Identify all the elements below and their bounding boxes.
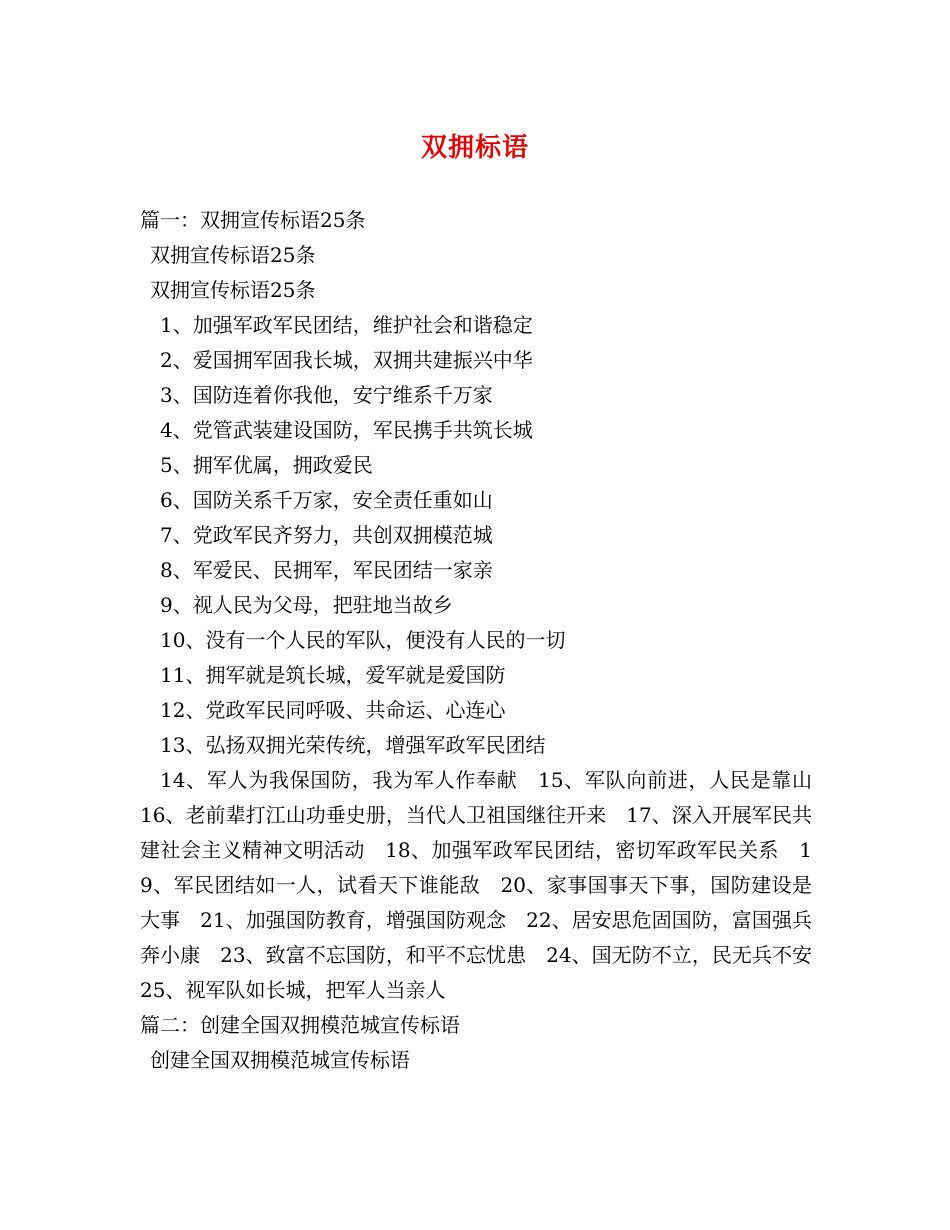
slogan-item: 4、党管武装建设国防，军民携手共筑长城 xyxy=(160,418,533,442)
slogan-item: 2、爱国拥军固我长城，双拥共建振兴中华 xyxy=(160,348,533,372)
slogan-item: 9、视人民为父母，把驻地当故乡 xyxy=(160,593,453,617)
slogan-item: 7、党政军民齐努力，共创双拥模范城 xyxy=(160,523,493,547)
document-title: 双拥标语 xyxy=(420,133,529,163)
slogan-item: 13、弘扬双拥光荣传统，增强军政军民团结 xyxy=(160,733,546,757)
section1-subheading: 双拥宣传标语25条 xyxy=(150,243,316,267)
section1-heading: 篇一：双拥宣传标语25条 xyxy=(140,208,366,232)
slogan-item: 12、党政军民同呼吸、共命运、心连心 xyxy=(160,698,506,722)
slogan-item: 5、拥军优属，拥政爱民 xyxy=(160,453,373,477)
document-body xyxy=(140,203,832,1078)
slogan-item: 11、拥军就是筑长城，爱军就是爱国防 xyxy=(160,663,506,687)
section2-heading: 篇二：创建全国双拥模范城宣传标语 xyxy=(140,1013,460,1037)
slogans-paragraph: 14、军人为我保国防，我为军人作奉献 15、军队向前进，人民是靠山 16、老前辈打江山功垂史册，当代人卫祖国继往开来 17、深入开展军民共建社会主义精神文明活动 18、加强军政军民团结，密切军政军民关系 19、军民团结如一人，试看天下谁能敌 20、家事国事天下事，国防建设是大事 21、加强国防教育，增强国防观念 22、居安思危固国防，富国强兵奔小康 23、致富不忘国防，和平不忘忧患 24、国无防不立，民无兵不安 25、视军队如长城，把军人当亲人 xyxy=(140,768,832,1002)
slogan-item: 6、国防关系千万家，安全责任重如山 xyxy=(160,488,493,512)
slogan-item: 10、没有一个人民的军队，便没有人民的一切 xyxy=(160,628,566,652)
slogan-item: 8、军爱民、民拥军，军民团结一家亲 xyxy=(160,558,493,582)
section1-subheading: 双拥宣传标语25条 xyxy=(150,278,316,302)
section2-subheading: 创建全国双拥模范城宣传标语 xyxy=(150,1048,410,1072)
slogan-item: 1、加强军政军民团结，维护社会和谐稳定 xyxy=(160,313,533,337)
slogan-item: 3、国防连着你我他，安宁维系千万家 xyxy=(160,383,493,407)
